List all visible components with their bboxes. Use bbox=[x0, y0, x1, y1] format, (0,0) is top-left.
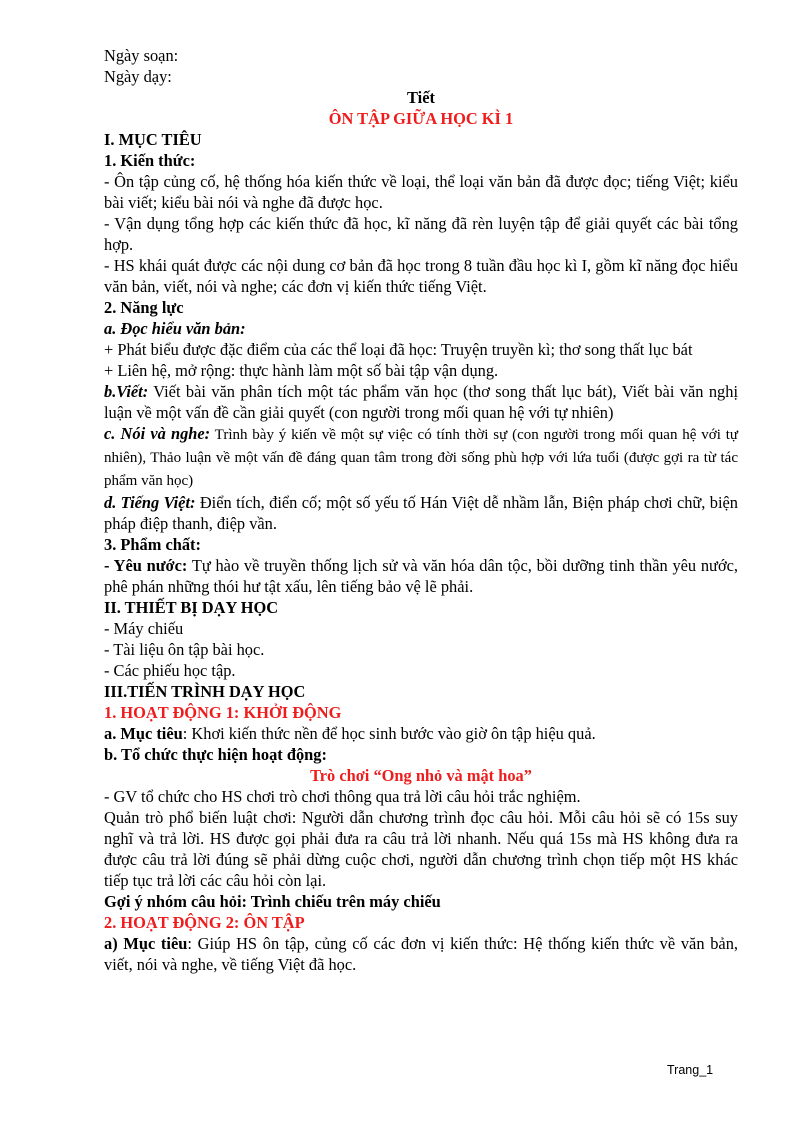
hd1-muc-tieu bbox=[104, 723, 738, 744]
hd2-muc-tieu-text: : Giúp HS ôn tập, củng cố các đơn vị kiến thức: Hệ thống kiến thức về văn bản, viết, nói và nghe, về tiếng Việt đã học. bbox=[104, 934, 738, 974]
viet-paragraph bbox=[104, 381, 738, 423]
tieng-viet-label: d. Tiếng Việt: bbox=[104, 493, 196, 512]
doc-hieu-item: + Phát biểu được đặc điểm của các thể loại đã học: Truyện truyền kì; thơ song thất lục bát bbox=[104, 340, 693, 359]
viet-label: b.Viết: bbox=[104, 382, 149, 401]
viet-text: Viết bài văn phân tích một tác phẩm văn học (thơ song thất lục bát), Viết bài văn nghị luận về một vấn đề cần giải quyết (con người trong mối quan hệ với tự nhiên) bbox=[104, 382, 738, 422]
hd2-muc-tieu-label: a) Mục tiêu bbox=[104, 934, 188, 953]
kien-thuc-heading: 1. Kiến thức: bbox=[104, 151, 196, 170]
thiet-bi-item: - Các phiếu học tập. bbox=[104, 661, 236, 680]
hd1-heading: 1. HOẠT ĐỘNG 1: KHỞI ĐỘNG bbox=[104, 703, 342, 722]
page-title: ÔN TẬP GIỮA HỌC KÌ 1 bbox=[328, 109, 514, 128]
noi-nghe-text: Trình bày ý kiến về một sự việc có tính thời sự (con người trong mối quan hệ với tự nhiên), Thảo luận về một vấn đề đáng quan tâm trong đời sống phù hợp với lứa tuổi (được gợi ra từ tác phẩm văn học) bbox=[104, 427, 738, 489]
kien-thuc-item: - Vận dụng tổng hợp các kiến thức đã học, kĩ năng đã rèn luyện tập để giải quyết các bài tổng hợp. bbox=[104, 214, 738, 254]
thiet-bi-item: - Máy chiếu bbox=[104, 619, 184, 638]
page-number: Trang_1 bbox=[667, 1063, 714, 1077]
yeu-nuoc-text: Tự hào về truyền thống lịch sử và văn hóa dân tộc, bồi dưỡng tinh thần yêu nước, phê phán những thói hư tật xấu, lên tiếng bảo vệ lẽ phải. bbox=[104, 556, 738, 596]
document-page bbox=[104, 45, 738, 975]
goi-y: Gợi ý nhóm câu hỏi: Trình chiếu trên máy chiếu bbox=[104, 892, 441, 911]
section-muc-tieu: I. MỤC TIÊU bbox=[104, 130, 202, 149]
yeu-nuoc-paragraph bbox=[104, 555, 738, 597]
ngay-day: Ngày dạy: bbox=[104, 67, 172, 86]
doc-hieu-label: a. Đọc hiểu văn bản: bbox=[104, 319, 246, 338]
section-tien-trinh: III.TIẾN TRÌNH DẠY HỌC bbox=[104, 682, 306, 701]
tieng-viet-text: Điển tích, điển cố; một số yếu tố Hán Việt dễ nhầm lẫn, Biện pháp chơi chữ, biện pháp điệp thanh, điệp vần. bbox=[104, 493, 738, 533]
hd1-muc-tieu-text: : Khơi kiến thức nền để học sinh bước vào giờ ôn tập hiệu quả. bbox=[182, 724, 596, 743]
hd2-muc-tieu bbox=[104, 933, 738, 975]
hd1-muc-tieu-label: a. Mục tiêu bbox=[104, 724, 183, 743]
thiet-bi-item: - Tài liệu ôn tập bài học. bbox=[104, 640, 265, 659]
game-line: - GV tổ chức cho HS chơi trò chơi thông qua trả lời câu hỏi trắc nghiệm. bbox=[104, 787, 581, 806]
noi-nghe-label: c. Nói và nghe: bbox=[104, 424, 211, 443]
hd1-to-chuc: b. Tổ chức thực hiện hoạt động: bbox=[104, 745, 327, 764]
tieng-viet-paragraph bbox=[104, 492, 738, 534]
hd2-heading: 2. HOẠT ĐỘNG 2: ÔN TẬP bbox=[104, 913, 305, 932]
ngay-soan: Ngày soạn: bbox=[104, 46, 179, 65]
game-line: Quản trò phổ biến luật chơi: Người dẫn chương trình đọc câu hỏi. Mỗi câu hỏi sẽ có 15s suy nghĩ và trả lời. HS được gọi phải đưa ra câu trả lời nhanh. Nếu quá 15s mà HS không đưa ra được câu trả lời đúng sẽ phải dừng cuộc chơi, người dẫn chương trình chọn tiếp một HS khác tiếp tục trả lời các câu hỏi còn lại. bbox=[104, 808, 738, 890]
yeu-nuoc-label: - Yêu nước: bbox=[104, 556, 188, 575]
section-thiet-bi: II. THIẾT BỊ DẠY HỌC bbox=[104, 598, 279, 617]
kien-thuc-item: - HS khái quát được các nội dung cơ bản đã học trong 8 tuần đầu học kì I, gồm kĩ năng đọc hiểu văn bản, viết, nói và nghe; các đơn vị kiến thức tiếng Việt. bbox=[104, 256, 738, 296]
doc-hieu-item: + Liên hệ, mở rộng: thực hành làm một số bài tập vận dụng. bbox=[104, 361, 499, 380]
noi-nghe-paragraph bbox=[104, 423, 738, 492]
tiet-label: Tiết bbox=[407, 88, 435, 107]
kien-thuc-item: - Ôn tập củng cố, hệ thống hóa kiến thức về loại, thể loại văn bản đã được đọc; tiếng Việt; kiểu bài viết; kiểu bài nói và nghe đã được học. bbox=[104, 172, 738, 212]
game-title: Trò chơi “Ong nhỏ và mật hoa” bbox=[310, 766, 532, 785]
nang-luc-heading: 2. Năng lực bbox=[104, 298, 184, 317]
pham-chat-heading: 3. Phẩm chất: bbox=[104, 535, 201, 554]
